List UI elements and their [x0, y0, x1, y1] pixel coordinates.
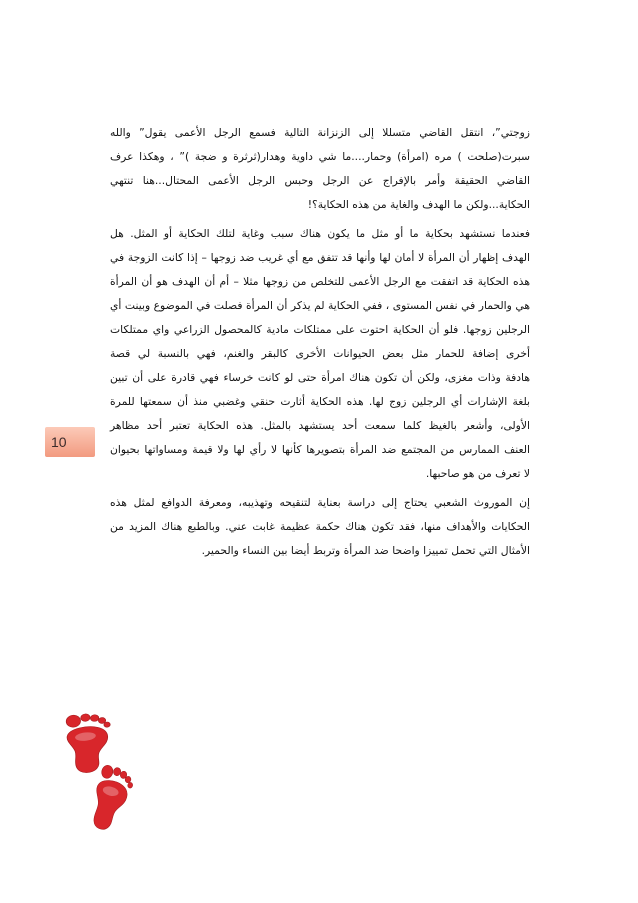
- text-line: إن الموروث الشعبي يحتاج إلى دراسة بعناية لتنقيحه وتهذيبه، ومعرفة الدوافع لمثل هذه: [110, 496, 530, 509]
- text-line: العنف الممارس من المجتمع ضد المرأة بتصويرها كأنها لا رأي لها ولا قيمة ومساواتها بحيوان: [110, 443, 530, 456]
- page-number: 10: [51, 434, 67, 450]
- text-line: هي والحمار في نفس المستوى ، ففي الحكاية لم يذكر أن المرأة فصلت في الموضوع وبينت أي: [110, 299, 530, 312]
- footprints-logo: [55, 708, 140, 838]
- text-line: أخرى إضافة للحمار مثل بعض الحيوانات الأخرى كالبقر والغنم، فهي بالنسبة لي قصة: [110, 347, 530, 360]
- text-line: الهدف إظهار أن المرأة لا أمان لها وأنها قد تتفق مع أي غريب ضد زوجها – إذا كانت الزوجة في: [110, 251, 530, 264]
- paragraph: [110, 491, 530, 563]
- text-line: لا تعرف من هو صاحبها.: [425, 467, 530, 480]
- text-line: الحكاية...ولكن ما الهدف والغاية من هذه الحكاية؟!: [307, 198, 530, 211]
- text-line: الأولى، وأشعر بالغيظ كلما سمعت أحد يستشهد بالمثل. هذه الحكاية تعتبر أحد مظاهر: [110, 419, 530, 432]
- paragraph: [110, 222, 530, 486]
- text-line: فعندما نستشهد بحكاية ما أو مثل ما يكون هناك سبب وغاية لتلك الحكاية أو المثل. هل: [110, 227, 530, 240]
- text-line: زوجتي”، انتقل القاضي متسللا إلى الزنزانة التالية فسمع الرجل الأعمى يقول” والله: [110, 126, 530, 139]
- text-line: بلغة الإشارات أي الرجلين زوج لها. هذه الحكاية أثارت حنقي وغضبي منذ أن سمعتها للمرة: [110, 395, 530, 408]
- footprint-icon: [88, 764, 136, 834]
- text-line: الرجلين زوجها. فلو أن الحكاية احتوت على ممتلكات مادية كالمحصول الزراعي واي ممتلكات: [110, 323, 530, 336]
- paragraph: [110, 121, 530, 217]
- article-body: [110, 121, 530, 568]
- text-line: هادفة وذات مغزى، ولكن أن تكون هناك امرأة حتى لو كانت خرساء فهي قادرة على أن تبين: [110, 371, 530, 384]
- text-line: هذه الحكاية قد اتفقت مع الرجل الأعمى للتخلص من زوجها مثلا – أم أن الهدف هو أن المرأة: [110, 275, 530, 288]
- text-line: الحكايات والأهداف منها، فقد تكون هناك حكمة عظيمة غابت عني. وبالطبع هناك المزيد من: [110, 520, 530, 533]
- footprint-icon: [65, 711, 115, 774]
- text-line: سبرت(صلحت ) مره (امرأة) وحمار....ما شي داوية وهدار(ثرثرة و ضجة )” ، وهكذا عرف: [110, 150, 530, 163]
- text-line: القاضي الحقيقة وأمر بالإفراج عن الرجل وحبس الرجل الأعمى المحتال...هنا تنتهي: [110, 174, 530, 187]
- page-number-badge: [45, 427, 95, 457]
- text-line: الأمثال التي تحمل تمييزا واضحا ضد المرأة وتربط أيضا بين النساء والحمير.: [201, 544, 530, 557]
